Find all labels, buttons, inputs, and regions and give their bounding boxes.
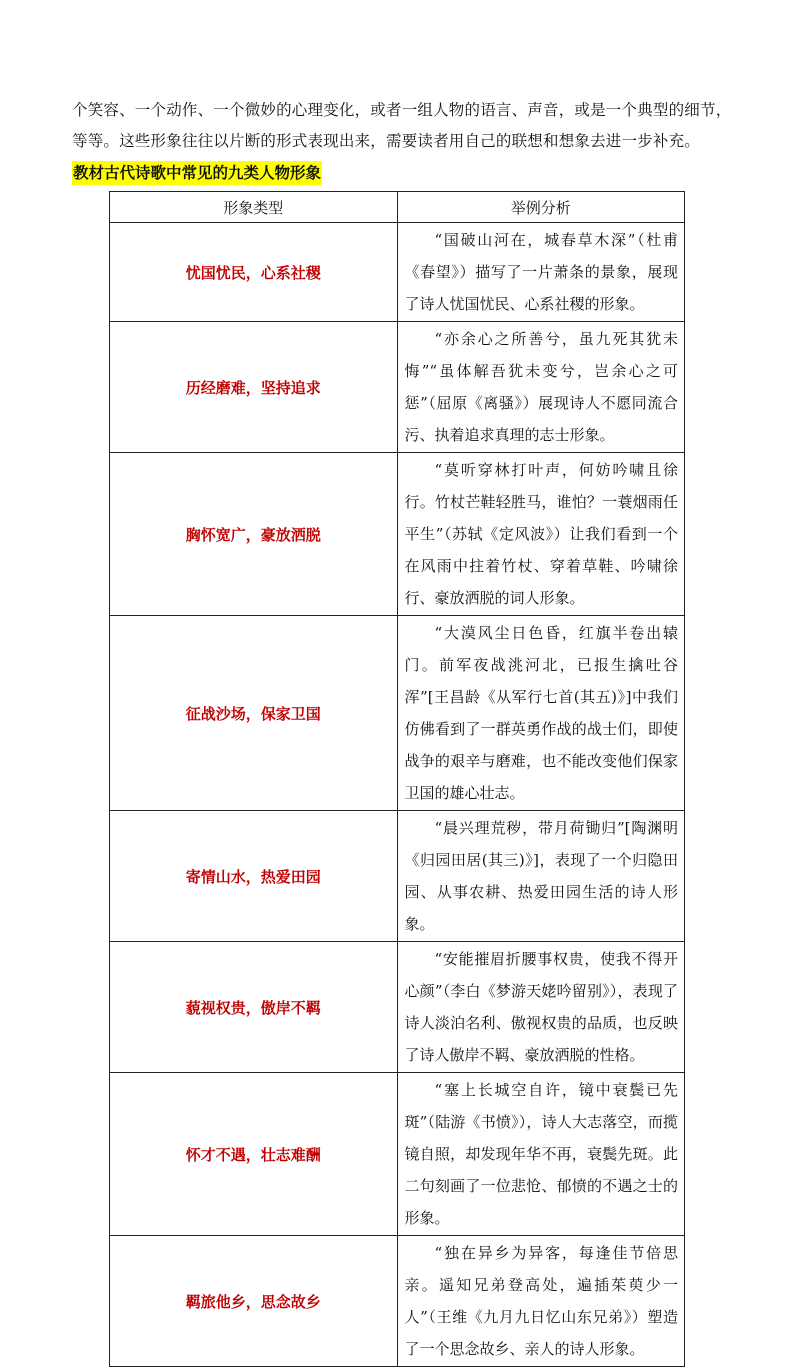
- row-type: 征战沙场，保家卫国: [110, 616, 398, 811]
- row-type: 怀才不遇，壮志难酬: [110, 1073, 398, 1236]
- row-analysis: “独在异乡为异客，每逢佳节倍思亲。遥知兄弟登高处，遍插茱萸少一人”（王维《九月九日忆山东兄弟》）塑造了一个思念故乡、亲人的诗人形象。: [397, 1236, 685, 1367]
- table-row: [110, 1073, 685, 1236]
- header-analysis: 举例分析: [397, 192, 685, 223]
- table-row: [110, 223, 685, 322]
- row-analysis: “安能摧眉折腰事权贵，使我不得开心颜”（李白《梦游天姥吟留别》），表现了诗人淡泊名利、傲视权贵的品质，也反映了诗人傲岸不羁、豪放洒脱的性格。: [397, 942, 685, 1073]
- row-analysis: “晨兴理荒秽，带月荷锄归”[陶渊明《归园田居(其三)》]，表现了一个归隐田园、从事农耕、热爱田园生活的诗人形象。: [397, 811, 685, 942]
- row-type: 寄情山水，热爱田园: [110, 811, 398, 942]
- figure-types-table: [109, 191, 685, 1367]
- table-row: [110, 1236, 685, 1367]
- row-type: 历经磨难，坚持追求: [110, 322, 398, 453]
- row-type: 藐视权贵，傲岸不羁: [110, 942, 398, 1073]
- row-analysis: “国破山河在，城春草木深”（杜甫《春望》）描写了一片萧条的景象，展现了诗人忧国忧民、心系社稷的形象。: [397, 223, 685, 322]
- table-row: [110, 616, 685, 811]
- table-row: [110, 942, 685, 1073]
- header-type: 形象类型: [110, 192, 398, 223]
- table-row: [110, 811, 685, 942]
- row-type: 羁旅他乡，思念故乡: [110, 1236, 398, 1367]
- row-analysis: “大漠风尘日色昏，红旗半卷出辕门。前军夜战洮河北，已报生擒吐谷浑”[王昌龄《从军行七首(其五)》]中我们仿佛看到了一群英勇作战的战士们，即使战争的艰辛与磨难，也不能改变他们保家卫国的雄心壮志。: [397, 616, 685, 811]
- row-type: 胸怀宽广，豪放洒脱: [110, 453, 398, 616]
- row-analysis: “塞上长城空自许，镜中衰鬓已先斑”（陆游《书愤》），诗人大志落空，而揽镜自照，却发现年华不再，衰鬓先斑。此二句刻画了一位悲怆、郁愤的不遇之士的形象。: [397, 1073, 685, 1236]
- row-analysis: “亦余心之所善兮，虽九死其犹未悔”“虽体解吾犹未变兮，岂余心之可惩”（屈原《离骚》）展现诗人不愿同流合污、执着追求真理的志士形象。: [397, 322, 685, 453]
- intro-paragraph: 个笑容、一个动作、一个微妙的心理变化，或者一组人物的语言、声音，或是一个典型的细节，等等。这些形象往往以片断的形式表现出来，需要读者用自己的联想和想象去进一步补充。: [72, 101, 732, 150]
- row-analysis: “莫听穿林打叶声，何妨吟啸且徐行。竹杖芒鞋轻胜马，谁怕？一蓑烟雨任平生”（苏轼《定风波》）让我们看到一个在风雨中拄着竹杖、穿着草鞋、吟啸徐行、豪放洒脱的词人形象。: [397, 453, 685, 616]
- row-type: 忧国忧民，心系社稷: [110, 223, 398, 322]
- table-row: [110, 322, 685, 453]
- table-header-row: [110, 192, 685, 223]
- table-row: [110, 453, 685, 616]
- section-heading: 教材古代诗歌中常见的九类人物形象: [72, 161, 322, 185]
